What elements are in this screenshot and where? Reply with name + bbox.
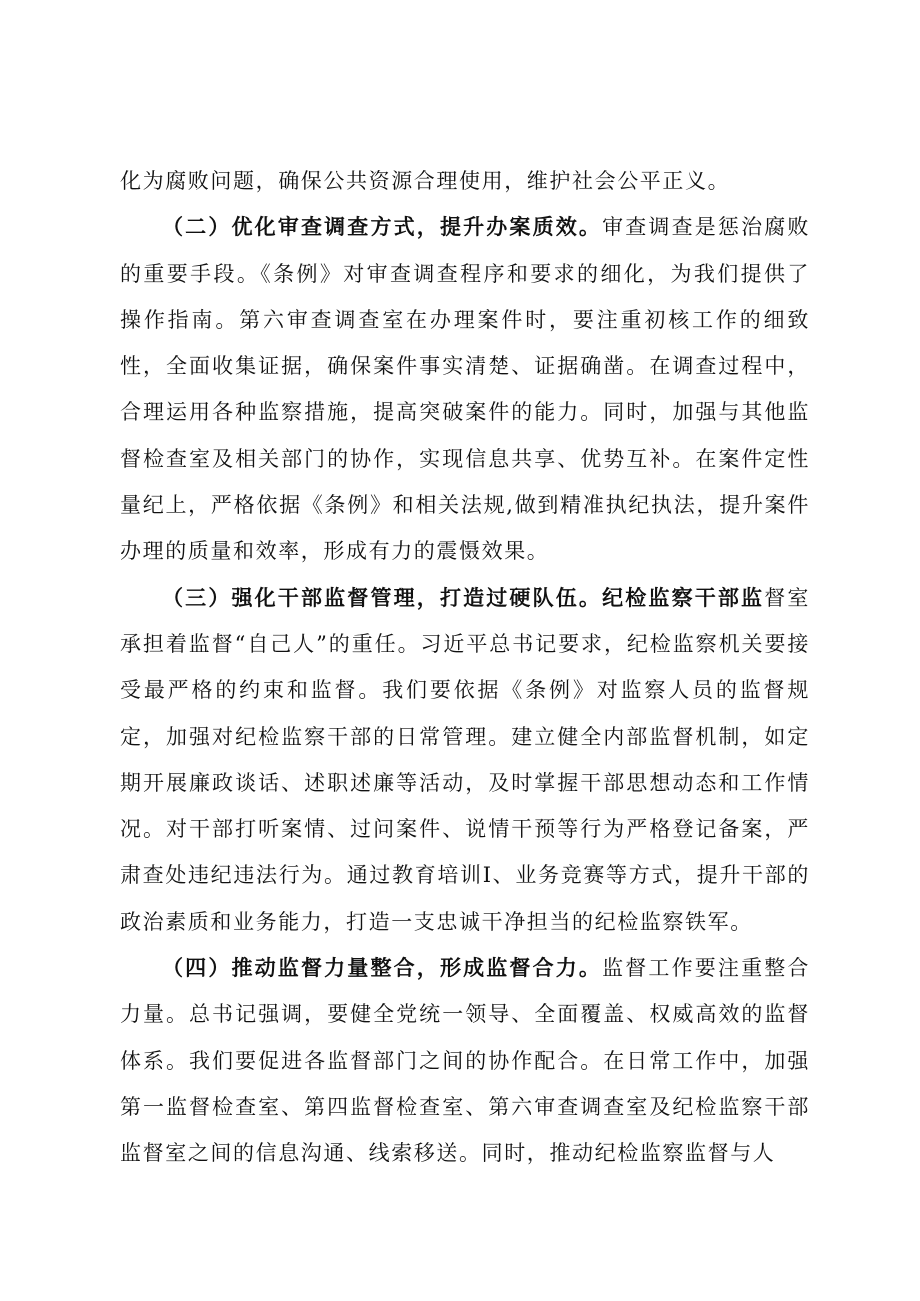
paragraph-heading: （二）优化审查调查方式，提升办案质效。 bbox=[162, 214, 603, 240]
paragraph-text: 监督工作要注重整合力量。总书记强调，要健全党统一领导、全面覆盖、权威高效的监督体系。我们要促进各监督部门之间的协作配合。在日常工作中，加强第一监督检查室、第四监督检查室、第六审查调查室及纪检监察干部监督室之间的信息沟通、线索移送。同时，推动纪检监察监督与人 bbox=[120, 956, 810, 1166]
paragraph-text: 审查调查是惩治腐败的重要手段。《条例》对审查调查程序和要求的细化，为我们提供了操作指南。第六审查调查室在办理案件时，要注重初核工作的细致性，全面收集证据，确保案件事实清楚、证据确凿。在调查过程中，合理运用各种监察措施，提高突破案件的能力。同时，加强与其他监督检查室及相关部门的协作，实现信息共享、优势互补。在案件定性量纪上，严格依据《条例》和相关法规,做到精准执纪执法，提升案件办理的质量和效率，形成有力的震慑效果。 bbox=[120, 215, 810, 564]
paragraph-text: 化为腐败问题，确保公共资源合理使用，维护社会公平正义。 bbox=[120, 169, 731, 193]
paragraph-section-4 bbox=[120, 945, 810, 1176]
paragraph-section-3 bbox=[120, 575, 810, 945]
paragraph-text: 督室承担着监督“自己人”的重任。习近平总书记要求，纪检监察机关要接受最严格的约束和监督。我们要依据《条例》对监察人员的监督规定，加强对纪检监察干部的日常管理。建立健全内部监督机制，如定期开展廉政谈话、述职述廉等活动，及时掌握干部思想动态和工作情况。对干部打听案情、过问案件、说情干预等行为严格登记备案，严肃查处违纪违法行为。通过教育培训I、业务竞赛等方式，提升干部的政治素质和业务能力，打造一支忠诚干净担当的纪检监察铁军。 bbox=[120, 585, 810, 934]
paragraph-heading: （四）推动监督力量整合，形成监督合力。 bbox=[162, 955, 603, 981]
paragraph-heading: （三）强化干部监督管理，打造过硬队伍。纪检监察干部监 bbox=[162, 584, 765, 610]
document-body bbox=[120, 158, 810, 1177]
paragraph-section-2 bbox=[120, 204, 810, 574]
paragraph-continuation bbox=[120, 158, 810, 204]
